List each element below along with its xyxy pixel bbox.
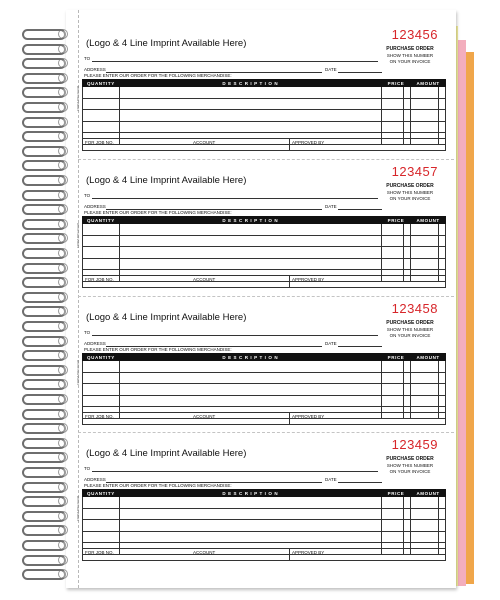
- coil-wire: [22, 350, 66, 361]
- amount-cell[interactable]: [411, 361, 438, 373]
- date-field[interactable]: [338, 72, 382, 73]
- item-row: [83, 121, 446, 133]
- amount-cents-cell[interactable]: [438, 361, 445, 373]
- price-cell[interactable]: [381, 531, 403, 543]
- price-cell[interactable]: [381, 258, 403, 270]
- price-cents-cell[interactable]: [403, 508, 410, 520]
- price-cell[interactable]: [381, 372, 403, 384]
- quantity-cell[interactable]: [83, 384, 120, 396]
- po-title: PURCHASE ORDER: [386, 183, 434, 189]
- price-cell[interactable]: [381, 235, 403, 247]
- amount-cell[interactable]: [411, 258, 438, 270]
- coil-wire: [22, 511, 66, 522]
- coil-wire: [22, 467, 66, 478]
- coil-wire: [22, 190, 66, 201]
- to-field[interactable]: [92, 198, 378, 199]
- spiral-coil: [22, 203, 74, 213]
- description-header: D E S C R I P T I O N: [119, 80, 381, 87]
- price-cents-cell[interactable]: [403, 395, 410, 407]
- item-row: [83, 98, 446, 110]
- price-cents-cell[interactable]: [403, 258, 410, 270]
- amount-cents-cell[interactable]: [438, 224, 445, 236]
- purchase-order-form: [76, 164, 446, 304]
- coil-wire: [22, 496, 66, 507]
- date-label: DATE: [325, 67, 337, 72]
- form-code: FORM #PO-FOUR: [76, 359, 80, 385]
- footer-divider: [289, 139, 290, 150]
- description-cell[interactable]: [119, 384, 381, 396]
- amount-header: AMOUNT: [411, 490, 446, 497]
- amount-cents-cell[interactable]: [438, 531, 445, 543]
- amount-cents-cell[interactable]: [438, 235, 445, 247]
- address-label: ADDRESS: [84, 477, 106, 482]
- price-header: PRICE: [381, 354, 410, 361]
- po-title: PURCHASE ORDER: [386, 456, 434, 462]
- coil-wire: [22, 117, 66, 128]
- price-cents-cell[interactable]: [403, 384, 410, 396]
- price-cell[interactable]: [381, 110, 403, 122]
- coil-wire: [22, 219, 66, 230]
- account-label: ACCOUNT: [193, 414, 216, 419]
- price-cents-cell[interactable]: [403, 98, 410, 110]
- items-table: [82, 353, 446, 419]
- perforation-divider: [78, 296, 454, 297]
- footer-divider: [289, 276, 290, 287]
- quantity-cell[interactable]: [83, 395, 120, 407]
- coil-wire: [22, 321, 66, 332]
- description-cell[interactable]: [119, 98, 381, 110]
- spiral-coil: [22, 437, 74, 447]
- to-label: TO: [84, 193, 91, 198]
- quantity-cell[interactable]: [83, 361, 120, 373]
- description-cell[interactable]: [119, 224, 381, 236]
- coil-wire: [22, 233, 66, 244]
- spiral-coil: [22, 305, 74, 315]
- amount-cell[interactable]: [411, 497, 438, 509]
- price-cell[interactable]: [381, 384, 403, 396]
- coil-wire: [22, 263, 66, 274]
- amount-cell[interactable]: [411, 235, 438, 247]
- coil-wire: [22, 292, 66, 303]
- coil-wire: [22, 438, 66, 449]
- amount-cents-cell[interactable]: [438, 98, 445, 110]
- footer-row: [82, 275, 446, 288]
- footer-row: [82, 548, 446, 561]
- spiral-coil: [22, 320, 74, 330]
- price-cell[interactable]: [381, 520, 403, 532]
- price-cents-cell[interactable]: [403, 110, 410, 122]
- amount-cents-cell[interactable]: [438, 121, 445, 133]
- spiral-coil: [22, 145, 74, 155]
- item-row: [83, 520, 446, 532]
- purchase-order-form: [76, 437, 446, 577]
- to-field[interactable]: [92, 335, 378, 336]
- quantity-cell[interactable]: [83, 224, 120, 236]
- spiral-coil: [22, 554, 74, 564]
- item-row: [83, 372, 446, 384]
- amount-cell[interactable]: [411, 110, 438, 122]
- job-number-label: FOR JOB NO.: [85, 414, 114, 419]
- item-row: [83, 361, 446, 373]
- coil-wire: [22, 146, 66, 157]
- price-cents-cell[interactable]: [403, 235, 410, 247]
- amount-cents-cell[interactable]: [438, 372, 445, 384]
- quantity-cell[interactable]: [83, 520, 120, 532]
- description-cell[interactable]: [119, 361, 381, 373]
- quantity-cell[interactable]: [83, 497, 120, 509]
- price-cell[interactable]: [381, 508, 403, 520]
- item-row: [83, 224, 446, 236]
- price-cell[interactable]: [381, 87, 403, 99]
- spiral-coil: [22, 189, 74, 199]
- price-cell[interactable]: [381, 395, 403, 407]
- date-label: DATE: [325, 341, 337, 346]
- amount-cents-cell[interactable]: [438, 520, 445, 532]
- price-cents-cell[interactable]: [403, 497, 410, 509]
- spiral-coil: [22, 262, 74, 272]
- amount-cents-cell[interactable]: [438, 247, 445, 259]
- description-cell[interactable]: [119, 121, 381, 133]
- po-number: 123459: [391, 437, 438, 452]
- price-header: PRICE: [381, 490, 410, 497]
- approved-by-label: APPROVED BY: [292, 140, 325, 145]
- price-cell[interactable]: [381, 247, 403, 259]
- po-instructions: [380, 463, 440, 474]
- footer-divider: [289, 413, 290, 424]
- quantity-cell[interactable]: [83, 87, 120, 99]
- spiral-coil: [22, 524, 74, 534]
- coil-wire: [22, 160, 66, 171]
- address-label: ADDRESS: [84, 204, 106, 209]
- price-cents-cell[interactable]: [403, 361, 410, 373]
- coil-wire: [22, 102, 66, 113]
- date-field[interactable]: [338, 482, 382, 483]
- description-cell[interactable]: [119, 520, 381, 532]
- spiral-coil: [22, 364, 74, 374]
- quantity-header: QUANTITY: [83, 80, 120, 87]
- amount-cell[interactable]: [411, 121, 438, 133]
- spiral-coil: [22, 495, 74, 505]
- order-instruction: PLEASE ENTER OUR ORDER FOR THE FOLLOWING MERCHANDISE:: [84, 347, 232, 352]
- coil-wire: [22, 336, 66, 347]
- description-cell[interactable]: [119, 531, 381, 543]
- spiral-coil: [22, 451, 74, 461]
- po-on-invoice: ON YOUR INVOICE: [389, 468, 431, 474]
- price-cents-cell[interactable]: [403, 247, 410, 259]
- amount-cents-cell[interactable]: [438, 508, 445, 520]
- description-cell[interactable]: [119, 372, 381, 384]
- spiral-coil: [22, 408, 74, 418]
- item-row: [83, 235, 446, 247]
- po-on-invoice: ON YOUR INVOICE: [389, 332, 431, 338]
- spiral-coil: [22, 130, 74, 140]
- price-cents-cell[interactable]: [403, 87, 410, 99]
- account-label: ACCOUNT: [193, 277, 216, 282]
- price-cell[interactable]: [381, 497, 403, 509]
- to-label: TO: [84, 466, 91, 471]
- amount-cents-cell[interactable]: [438, 497, 445, 509]
- account-label: ACCOUNT: [193, 140, 216, 145]
- description-header: D E S C R I P T I O N: [119, 217, 381, 224]
- description-cell[interactable]: [119, 508, 381, 520]
- footer-row: [82, 138, 446, 151]
- coil-wire: [22, 58, 66, 69]
- job-number-label: FOR JOB NO.: [85, 140, 114, 145]
- quantity-cell[interactable]: [83, 98, 120, 110]
- coil-wire: [22, 525, 66, 536]
- amount-cell[interactable]: [411, 531, 438, 543]
- item-row: [83, 258, 446, 270]
- po-title: PURCHASE ORDER: [386, 46, 434, 52]
- price-header: PRICE: [381, 217, 410, 224]
- spiral-coil: [22, 568, 74, 578]
- date-label: DATE: [325, 477, 337, 482]
- items-table: [82, 79, 446, 145]
- quantity-cell[interactable]: [83, 531, 120, 543]
- form-code: FORM #PO-FOUR: [76, 495, 80, 521]
- description-cell[interactable]: [119, 258, 381, 270]
- quantity-cell[interactable]: [83, 121, 120, 133]
- spiral-coil: [22, 174, 74, 184]
- spiral-coil: [22, 335, 74, 345]
- description-cell[interactable]: [119, 235, 381, 247]
- item-row: [83, 110, 446, 122]
- item-row: [83, 87, 446, 99]
- coil-wire: [22, 482, 66, 493]
- po-show-number: SHOW THIS NUMBER: [386, 190, 434, 195]
- account-label: ACCOUNT: [193, 550, 216, 555]
- spiral-coil: [22, 481, 74, 491]
- quantity-cell[interactable]: [83, 247, 120, 259]
- date-label: DATE: [325, 204, 337, 209]
- spiral-coil: [22, 276, 74, 286]
- coil-wire: [22, 87, 66, 98]
- coil-wire: [22, 423, 66, 434]
- spiral-coil: [22, 247, 74, 257]
- spiral-coil: [22, 232, 74, 242]
- po-instructions: [380, 53, 440, 64]
- po-number: 123458: [391, 301, 438, 316]
- price-cell[interactable]: [381, 224, 403, 236]
- coil-wire: [22, 131, 66, 142]
- amount-cell[interactable]: [411, 520, 438, 532]
- spiral-coil: [22, 466, 74, 476]
- spiral-coil: [22, 539, 74, 549]
- address-label: ADDRESS: [84, 67, 106, 72]
- footer-divider: [289, 549, 290, 560]
- to-label: TO: [84, 330, 91, 335]
- item-row: [83, 497, 446, 509]
- spiral-coil: [22, 218, 74, 228]
- spiral-coil: [22, 116, 74, 126]
- footer-row: [82, 412, 446, 425]
- description-cell[interactable]: [119, 110, 381, 122]
- spiral-coil: [22, 28, 74, 38]
- spiral-coil: [22, 378, 74, 388]
- po-show-number: SHOW THIS NUMBER: [386, 463, 434, 468]
- quantity-cell[interactable]: [83, 258, 120, 270]
- amount-cents-cell[interactable]: [438, 384, 445, 396]
- job-number-label: FOR JOB NO.: [85, 550, 114, 555]
- approved-by-label: APPROVED BY: [292, 414, 325, 419]
- po-number: 123457: [391, 164, 438, 179]
- logo-imprint-placeholder: (Logo & 4 Line Imprint Available Here): [86, 38, 247, 49]
- to-label: TO: [84, 56, 91, 61]
- quantity-cell[interactable]: [83, 235, 120, 247]
- po-title: PURCHASE ORDER: [386, 320, 434, 326]
- spiral-coil: [22, 43, 74, 53]
- date-field[interactable]: [338, 346, 382, 347]
- spiral-coil: [22, 57, 74, 67]
- perforation-divider: [78, 432, 454, 433]
- po-on-invoice: ON YOUR INVOICE: [389, 58, 431, 64]
- price-cents-cell[interactable]: [403, 372, 410, 384]
- quantity-cell[interactable]: [83, 372, 120, 384]
- spiral-coil: [22, 510, 74, 520]
- item-row: [83, 531, 446, 543]
- amount-cell[interactable]: [411, 98, 438, 110]
- amount-cents-cell[interactable]: [438, 395, 445, 407]
- coil-wire: [22, 277, 66, 288]
- price-cents-cell[interactable]: [403, 224, 410, 236]
- approved-by-label: APPROVED BY: [292, 277, 325, 282]
- item-row: [83, 395, 446, 407]
- coil-wire: [22, 29, 66, 40]
- coil-wire: [22, 248, 66, 259]
- spiral-coil: [22, 72, 74, 82]
- amount-cents-cell[interactable]: [438, 110, 445, 122]
- item-row: [83, 384, 446, 396]
- price-cents-cell[interactable]: [403, 531, 410, 543]
- items-header: [83, 354, 446, 361]
- coil-wire: [22, 306, 66, 317]
- po-show-number: SHOW THIS NUMBER: [386, 53, 434, 58]
- form-code: FORM #PO-FOUR: [76, 85, 80, 111]
- amount-cell[interactable]: [411, 87, 438, 99]
- quantity-header: QUANTITY: [83, 490, 120, 497]
- description-cell[interactable]: [119, 87, 381, 99]
- logo-imprint-placeholder: (Logo & 4 Line Imprint Available Here): [86, 175, 247, 186]
- date-field[interactable]: [338, 209, 382, 210]
- coil-wire: [22, 540, 66, 551]
- job-number-label: FOR JOB NO.: [85, 277, 114, 282]
- coil-wire: [22, 394, 66, 405]
- price-cell[interactable]: [381, 361, 403, 373]
- price-cents-cell[interactable]: [403, 121, 410, 133]
- spiral-coil: [22, 101, 74, 111]
- form-code: FORM #PO-FOUR: [76, 222, 80, 248]
- quantity-header: QUANTITY: [83, 217, 120, 224]
- quantity-cell[interactable]: [83, 110, 120, 122]
- to-field[interactable]: [92, 471, 378, 472]
- po-number: 123456: [391, 27, 438, 42]
- spiral-coil: [22, 291, 74, 301]
- po-show-number: SHOW THIS NUMBER: [386, 327, 434, 332]
- item-row: [83, 508, 446, 520]
- price-cents-cell[interactable]: [403, 520, 410, 532]
- perforation-divider: [78, 159, 454, 160]
- spiral-coil: [22, 349, 74, 359]
- coil-wire: [22, 409, 66, 420]
- coil-wire: [22, 555, 66, 566]
- item-row: [83, 247, 446, 259]
- price-header: PRICE: [381, 80, 410, 87]
- spiral-coil: [22, 86, 74, 96]
- amount-cell[interactable]: [411, 395, 438, 407]
- amount-cents-cell[interactable]: [438, 87, 445, 99]
- items-header: [83, 217, 446, 224]
- amount-header: AMOUNT: [411, 354, 446, 361]
- description-header: D E S C R I P T I O N: [119, 490, 381, 497]
- items-header: [83, 80, 446, 87]
- price-cell[interactable]: [381, 98, 403, 110]
- approved-by-label: APPROVED BY: [292, 550, 325, 555]
- items-header: [83, 490, 446, 497]
- amount-cell[interactable]: [411, 372, 438, 384]
- amount-header: AMOUNT: [411, 80, 446, 87]
- items-table: [82, 489, 446, 555]
- coil-wire: [22, 379, 66, 390]
- address-label: ADDRESS: [84, 341, 106, 346]
- logo-imprint-placeholder: (Logo & 4 Line Imprint Available Here): [86, 448, 247, 459]
- po-instructions: [380, 327, 440, 338]
- coil-wire: [22, 569, 66, 580]
- spiral-coil: [22, 422, 74, 432]
- spiral-coil: [22, 393, 74, 403]
- spiral-coil: [22, 159, 74, 169]
- po-instructions: [380, 190, 440, 201]
- order-instruction: PLEASE ENTER OUR ORDER FOR THE FOLLOWING MERCHANDISE:: [84, 210, 232, 215]
- amount-cell[interactable]: [411, 508, 438, 520]
- description-cell[interactable]: [119, 395, 381, 407]
- order-instruction: PLEASE ENTER OUR ORDER FOR THE FOLLOWING MERCHANDISE:: [84, 483, 232, 488]
- quantity-cell[interactable]: [83, 508, 120, 520]
- description-cell[interactable]: [119, 247, 381, 259]
- amount-cell[interactable]: [411, 247, 438, 259]
- amount-cents-cell[interactable]: [438, 258, 445, 270]
- po-on-invoice: ON YOUR INVOICE: [389, 195, 431, 201]
- purchase-order-form: [76, 27, 446, 167]
- description-header: D E S C R I P T I O N: [119, 354, 381, 361]
- purchase-order-form: [76, 301, 446, 441]
- logo-imprint-placeholder: (Logo & 4 Line Imprint Available Here): [86, 312, 247, 323]
- coil-wire: [22, 204, 66, 215]
- order-instruction: PLEASE ENTER OUR ORDER FOR THE FOLLOWING MERCHANDISE:: [84, 73, 232, 78]
- price-cell[interactable]: [381, 121, 403, 133]
- quantity-header: QUANTITY: [83, 354, 120, 361]
- coil-wire: [22, 73, 66, 84]
- coil-wire: [22, 452, 66, 463]
- amount-cell[interactable]: [411, 224, 438, 236]
- to-field[interactable]: [92, 61, 378, 62]
- coil-wire: [22, 44, 66, 55]
- amount-header: AMOUNT: [411, 217, 446, 224]
- items-table: [82, 216, 446, 282]
- description-cell[interactable]: [119, 497, 381, 509]
- coil-wire: [22, 175, 66, 186]
- amount-cell[interactable]: [411, 384, 438, 396]
- coil-wire: [22, 365, 66, 376]
